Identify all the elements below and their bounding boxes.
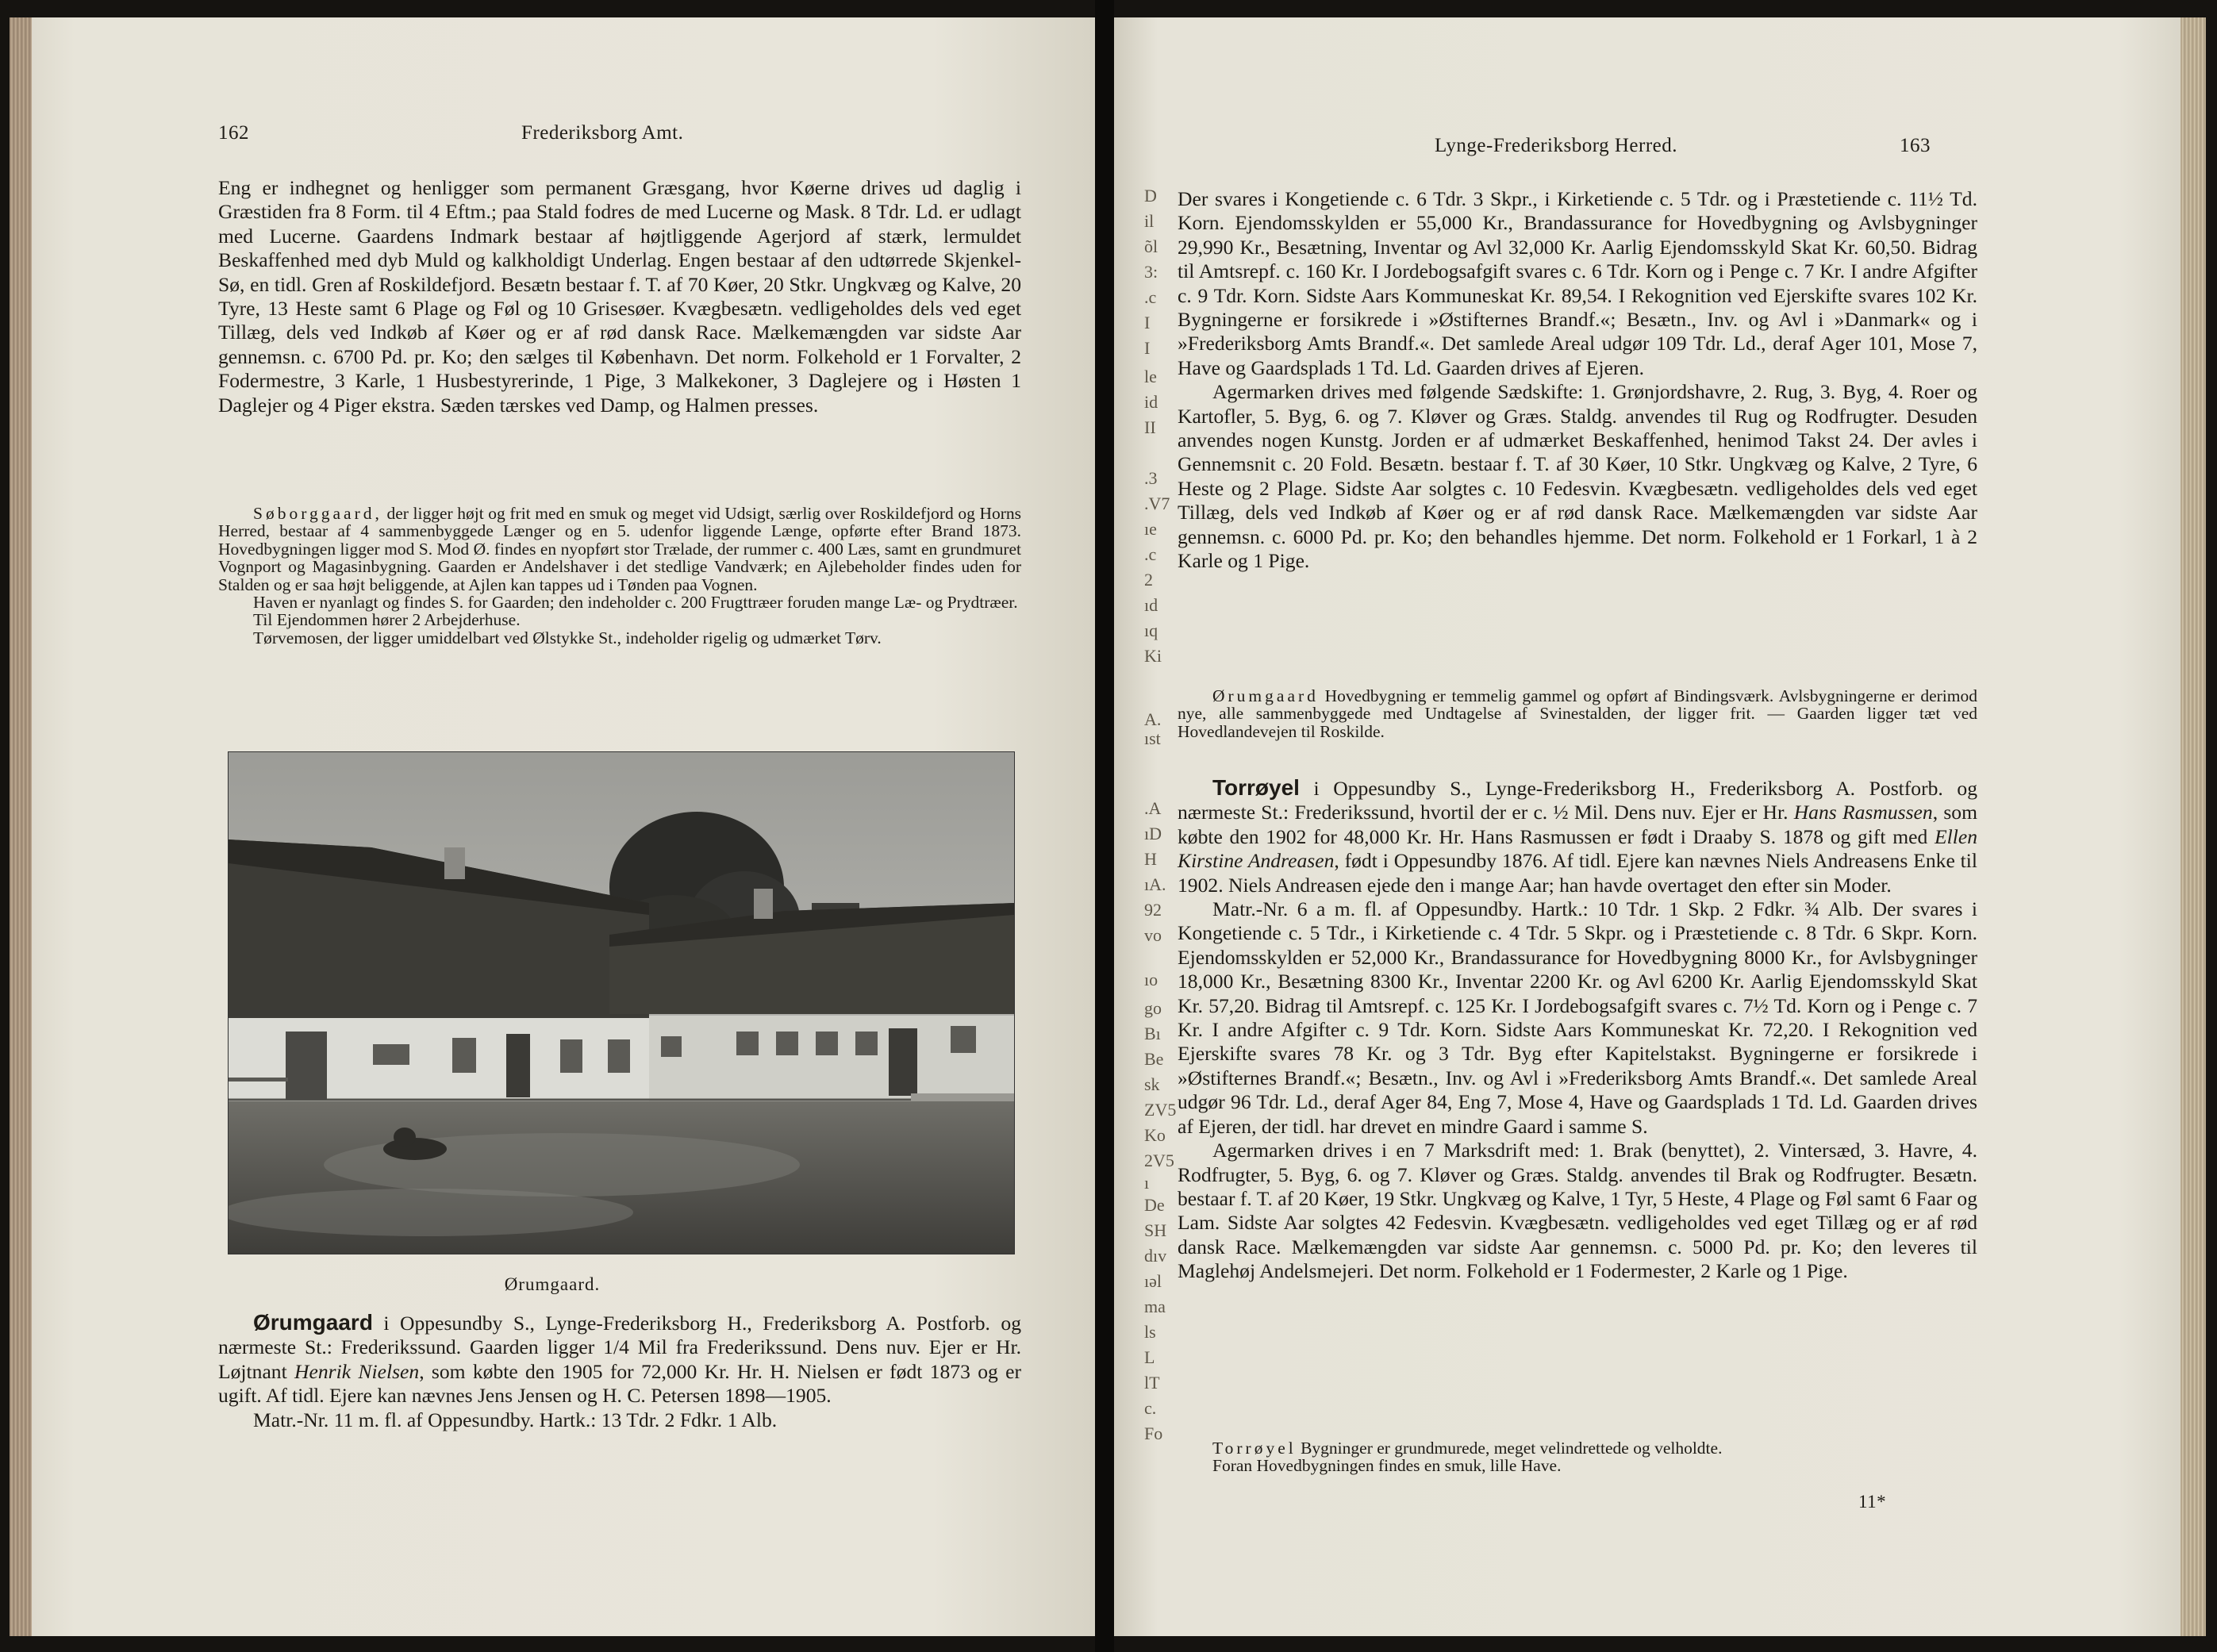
running-head-right: Lynge-Frederiksborg Herred. xyxy=(1435,135,1678,156)
margin-fragment: go xyxy=(1144,998,1162,1018)
margin-fragment: ıəl xyxy=(1144,1271,1162,1291)
margin-fragment: 3: xyxy=(1144,262,1158,282)
margin-fragment: vo xyxy=(1144,925,1162,945)
orumgaard-entry: Ørumgaard i Oppesundby S., Lynge-Frederiksborg H., Frederiksborg A. Postforb. og nærmeste St.: Frederikssund. Gaarden ligger 1/4 Mil fra Frederikssund. Dens nuv. Ejer er Hr. Løjtnant Henrik Nielsen, som købte den 1905 for 72,000 Kr. Hr. H. Nielsen er født 1873 og er ugift. Af tidl. Ejere kan nævnes Jens Jensen og H. C. Petersen 1898—1905. Matr.-Nr. 11 m. fl. af Oppesundby. Hartk.: 13 Tdr. 2 Fdkr. 1 Alb. xyxy=(218,1310,1021,1431)
soborggaard-note: Søborggaard, der ligger højt og frit med en smuk og meget vid Udsigt, særlig over Roskildefjord og Horns Herred, bestaar af 4 sammenbyggede Længer og en 5. udenfor liggende Længe, opførte efter Brand 1873. Hovedbygningen ligger mod S. Mod Ø. findes en nyopført stor Trælade, der rummer c. 400 Læs, samt en grundmuret Vognport og Magasinbygning. Gaarden er Andelshaver i det stedlige Vandværk; en Ajlebeholder findes uden for Stalden og er saa højt beliggende, at Ajlen kan tappes ud i Tønden paa Vognen. Haven er nyanlagt og findes S. for Gaarden; den indeholder c. 200 Frugttræer foruden mange Læ- og Prydtræer. Til Ejendommen hører 2 Arbejderhuse. Tørvemosen, der ligger umiddelbart ved Ølstykke St., indeholder rigelig og udmærket Tørv. xyxy=(218,504,1021,647)
margin-fragment: lT xyxy=(1144,1373,1160,1393)
margin-fragment: .V7 xyxy=(1144,494,1170,513)
right-page-edge xyxy=(2180,17,2206,1636)
margin-fragment: sk xyxy=(1144,1074,1160,1094)
margin-fragment: ıD xyxy=(1144,824,1162,843)
left-page-edge xyxy=(10,17,32,1636)
page-number-right: 163 xyxy=(1900,135,1931,156)
margin-fragment: L xyxy=(1144,1347,1155,1367)
margin-fragment: Ki xyxy=(1144,646,1162,666)
orumgaard-photo xyxy=(228,751,1015,1254)
orumgaard-note-name: Ørumgaard xyxy=(1212,686,1319,705)
margin-fragment: Ko xyxy=(1144,1125,1166,1145)
margin-fragment: ıo xyxy=(1144,970,1158,989)
left-page xyxy=(10,17,1095,1636)
right-page xyxy=(1114,17,2206,1636)
margin-fragment: I xyxy=(1144,338,1151,358)
signature-mark: 11* xyxy=(1858,1492,1887,1512)
right-body-top: Der svares i Kongetiende c. 6 Tdr. 3 Skpr., i Kirketiende c. 5 Tdr. og i Præstetiende c. 11½ Td. Korn. Ejendomsskylden er 55,000 Kr., Brandassurance for Hovedbygning og Avlsbygninger 29,990 Kr., Besætning, Inventar og Avl 32,000 Kr. Aarlig Ejendomsskyld Skat Kr. 60,50. Bidrag til Amtsrepf. c. 160 Kr. I Jordebogsafgift svares c. 6 Tdr. Korn og i Penge c. 7 Kr. I andre Afgifter c. 9 Tdr. Korn. Sidste Aars Kommuneskat Kr. 89,54. I Rekognition ved Ejerskifte svares 102 Kr. Bygningerne er forsikrede i »Østifternes Brandf.«; Besætn., Inv. og Avl i »Danmark« og i »Frederiksborg Amts Brandf.«. Det samlede Areal udgør 109 Tdr. Ld., deraf Ager 101, Mose 7, Have og Gaardsplads 1 Td. Ld. Gaarden drives af Ejeren. Agermarken drives med følgende Sædskifte: 1. Grønjordshavre, 2. Rug, 3. Byg, 4. Roer og Kartofler, 5. Byg, 6. og 7. Kløver og Græs. Staldg. anvendes til Rug og Rodfrugter. Desuden anvendes nogen Kunstg. Jorden er af udmærket Beskaffenhed, henimod Takst 24. Der avles i Gennemsnit c. 20 Fold. Besætn. bestaar f. T. af 30 Køer, 10 Stkr. Ungkvæg og Kalve, 2 Tyre, 6 Heste og 2 Plage. Sidste Aar solgtes c. 10 Fedesvin. Kvægbesætn. vedligeholdes dels ved eget Tillæg, dels ved Indkøb af Køer og er af rød dansk Race. Mælkemængden var sidste Aar gennemsn. c. 6000 Pd. pr. Ko; den behandles hjemme. Det norm. Folkehold er 1 Forkarl, 1 à 2 Karle og 1 Pige. xyxy=(1178,187,1977,573)
wife-name: Ellen Kirstine Andreasen xyxy=(1178,824,1977,873)
body-intro-paragraph: Eng er indhegnet og henligger som permanent Græsgang, hvor Køerne drives ud daglig i Græstiden fra 8 Form. til 4 Eftm.; paa Stald fodres de med Lucerne og Mask. 8 Tdr. Ld. er udlagt med Lucerne. Gaardens Indmark bestaar af højtliggende Agerjord af stærk, lermuldet Beskaffenhed med dyb Muld og kalkholdigt Underlag. Engen bestaar af den udtørrede Skjenkel-Sø, en tidl. Gren af Roskildefjord. Besætn bestaar f. T. af 70 Køer, 20 Stkr. Ungkvæg og Kalve, 20 Tyre, 13 Heste samt 6 Plage og Føl og 10 Grisesøer. Kvægbesætn. vedligeholdes dels ved eget Tillæg, dels ved Indkøb af Køer og er af rød dansk Race. Mælkemængden var sidste Aar gennemsn. c. 6700 Pd. pr. Ko; den sælges til København. Det norm. Folkehold er 1 Forvalter, 2 Fodermestre, 3 Karle, 1 Husbestyrerinde, 1 Pige, 3 Malkekoner, 3 Daglejere og i Høsten 1 Daglejer og 4 Piger ekstra. Sæden tærskes ved Damp, og Halmen presses. xyxy=(218,176,1021,417)
margin-fragment: 92 xyxy=(1144,900,1162,920)
margin-fragment: .3 xyxy=(1144,468,1158,488)
page-number-left: 162 xyxy=(218,122,249,144)
margin-fragment: H xyxy=(1144,849,1157,869)
orumgaard-note: Ørumgaard Hovedbygning er temmelig gammel og opført af Bindingsværk. Avlsbygningerne er derimod nye, alle sammenbyggede med Undtagelse af Svinestalden, der ligger frit. — Gaarden ligger tæt ved Hovedlandevejen til Roskilde. xyxy=(1178,686,1977,741)
margin-fragment: õl xyxy=(1144,236,1158,256)
margin-fragment: ıA. xyxy=(1144,874,1166,894)
margin-fragment: D xyxy=(1144,186,1157,206)
owner-name: Henrik Nielsen xyxy=(294,1359,420,1383)
torroyel-entry: Torrøyel i Oppesundby S., Lynge-Frederiksborg H., Frederiksborg A. Postforb. og nærmeste St.: Frederikssund, hvortil der er c. ½ Mil. Dens nuv. Ejer er Hr. Hans Rasmussen, som købte den 1902 for 48,000 Kr. Hr. Hans Rasmussen er født i Draaby S. 1878 og gift med Ellen Kirstine Andreasen, født i Oppesundby 1876. Af tidl. Ejere kan nævnes Niels Andreasens Enke til 1902. Niels Andreasen ejede den i mange Aar; han havde overtaget den efter sin Moder. Matr.-Nr. 6 a m. fl. af Oppesundby. Hartk.: 10 Tdr. 1 Skp. 2 Fdkr. ¾ Alb. Der svares i Kongetiende c. 5 Tdr., i Kirketiende c. 4 Tdr. 5 Skpr. og i Præstetiende c. 8 Tdr. 6 Skpr. Korn. Ejendomsskylden er 52,000 Kr., Brandassurance for Hovedbygning 8000 Kr., for Avlsbygninger 18,000 Kr., Besætning 8300 Kr., Inventar 2200 Kr. og Avl 6200 Kr. Aarlig Ejendomsskyld Skat Kr. 57,20. Bidrag til Amtsrepf. c. 125 Kr. I Jordebogsafgift svares c. 7½ Td. Korn og i Penge c. 7 Kr. I andre Afgifter c. 9 Tdr. Korn. Sidste Aars Kommuneskat Kr. 72,20. I Rekognition ved Ejerskifte svares 78 Kr. og 3 Tdr. Byg efter Kapitelstakst. Bygningerne er forsikrede i »Østifternes Brandf.«; Besætn., Inv. og Avl i »Frederiksborg Amts Brandf.«. Det samlede Areal udgør 96 Tdr. Ld., deraf Ager 84, Eng 7, Mose 4, Have og Gaardsplads 1 Td. Ld. Gaarden drives af Ejeren, der tidl. har drevet en mindre Gaard i samme S. Agermarken drives i en 7 Marksdrift med: 1. Brak (benyttet), 2. Vintersæd, 3. Havre, 4. Rodfrugter, 5. Byg, 6. og 7. Kløver og Græs. Staldg. anvendes til Brak og Rodfrugter. Besætn. bestaar f. T. af 20 Køer, 19 Stkr. Ungkvæg og Kalve, 1 Tyr, 5 Heste, 4 Plage og Føl samt 6 Faar og Lam. Sidste Aar solgtes 42 Fedesvin. Kvægbesætn. vedligeholdes ved eget Tillæg og er af rød dansk Race. Mælkemængden var sidste Aar gennemsn. c. 5000 Pd. pr. Ko; den leveres til Maglehøj Andelsmejeri. Det norm. Folkehold er 1 Fodermester, 2 Karle og 1 Pige. xyxy=(1178,775,1977,1283)
margin-fragment: ls xyxy=(1144,1322,1156,1342)
margin-fragment: id xyxy=(1144,392,1158,412)
margin-fragment: A. xyxy=(1144,709,1162,729)
margin-fragment: ıe xyxy=(1144,519,1157,539)
margin-fragment: 2 xyxy=(1144,570,1153,590)
margin-fragment: ZV5 xyxy=(1144,1100,1177,1120)
owner-name: Hans Rasmussen xyxy=(1793,801,1933,824)
margin-fragment: le xyxy=(1144,367,1157,386)
margin-fragment: 2V5 xyxy=(1144,1151,1174,1170)
margin-fragment: c. xyxy=(1144,1398,1157,1418)
margin-fragment: Bı xyxy=(1144,1024,1161,1043)
margin-fragment: dıv xyxy=(1144,1246,1167,1266)
margin-fragment: Fo xyxy=(1144,1423,1163,1443)
margin-fragment: I xyxy=(1144,313,1151,332)
margin-fragment: .c xyxy=(1144,544,1157,564)
margin-fragment: SH xyxy=(1144,1220,1167,1240)
margin-fragment: .c xyxy=(1144,287,1157,307)
margin-fragment: ıst xyxy=(1144,728,1161,748)
soborggaard-name: Søborggaard, xyxy=(253,504,382,523)
torroyel-note: Torrøyel Bygninger er grundmurede, meget velindrettede og velholdte. Foran Hovedbygningen findes en smuk, lille Have. xyxy=(1212,1439,1723,1476)
orumgaard-entry-name: Ørumgaard xyxy=(253,1310,373,1335)
margin-fragment: .A xyxy=(1144,798,1162,818)
photo-caption: Ørumgaard. xyxy=(504,1274,601,1294)
book-gutter xyxy=(1095,0,1114,1652)
running-head-left: Frederiksborg Amt. xyxy=(521,122,684,144)
margin-fragment: ı xyxy=(1144,1173,1150,1193)
margin-fragment: il xyxy=(1144,211,1155,231)
margin-fragment: II xyxy=(1144,417,1156,437)
margin-fragment: Be xyxy=(1144,1049,1164,1069)
margin-fragment: De xyxy=(1144,1195,1165,1215)
margin-fragment: ıd xyxy=(1144,595,1158,615)
torroyel-entry-name: Torrøyel xyxy=(1212,775,1300,800)
margin-fragment: ıq xyxy=(1144,620,1158,640)
torroyel-note-name: Torrøyel xyxy=(1212,1439,1297,1458)
margin-fragment: ma xyxy=(1144,1297,1166,1316)
